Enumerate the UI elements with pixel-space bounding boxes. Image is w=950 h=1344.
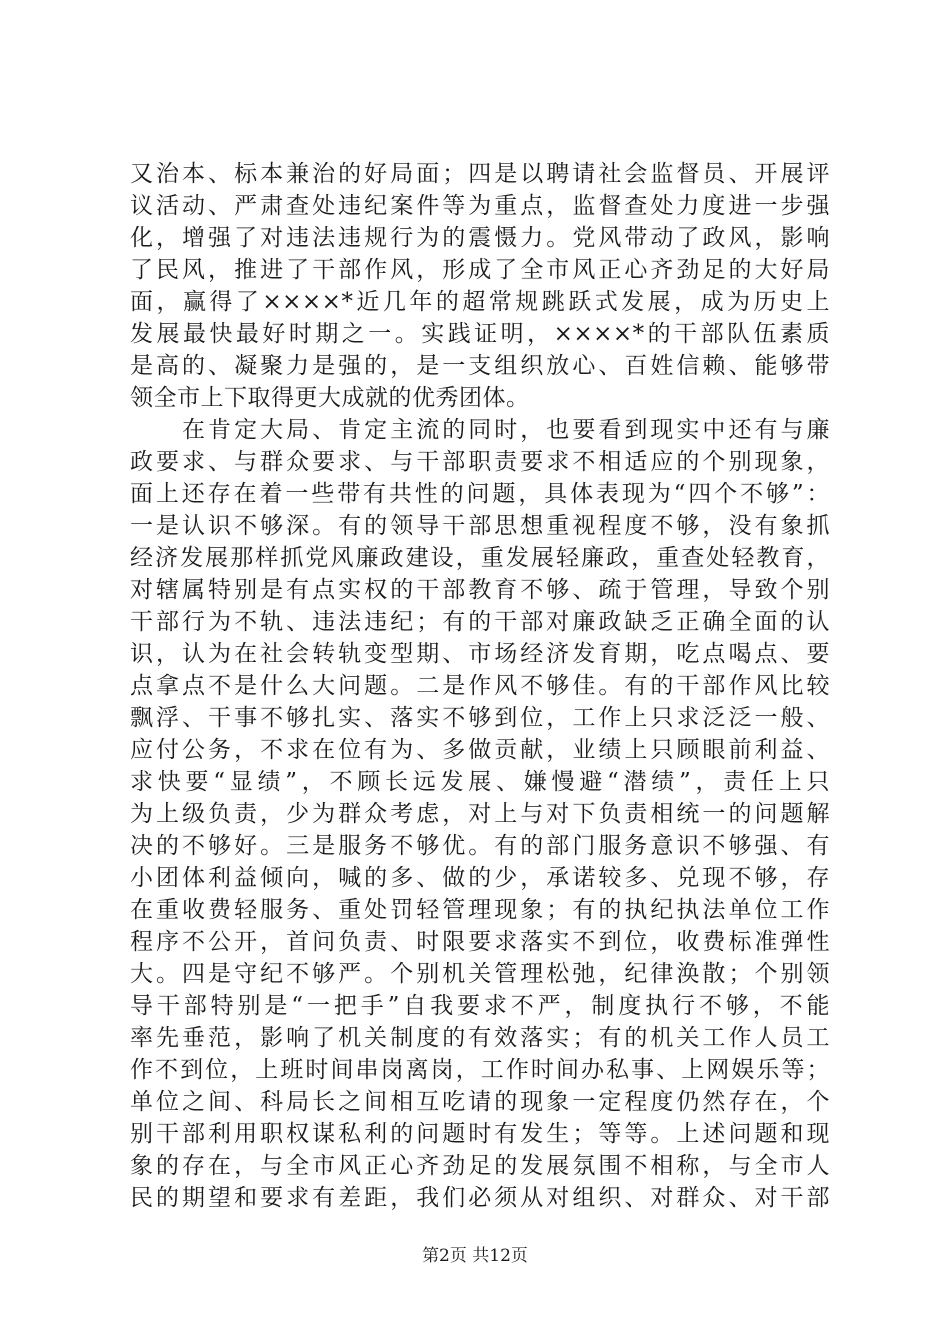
text-line: 应付公务，不求在位有为、多做贡献，业绩上只顾眼前利益、 <box>130 737 830 763</box>
text-line: 为上级负责，少为群众考虑，对上与对下负责相统一的问题解 <box>130 801 830 827</box>
text-line: 飘浮、干事不够扎实、落实不够到位，工作上只求泛泛一般、 <box>130 705 830 731</box>
text-line: 干部行为不轨、违法违纪；有的干部对廉政缺乏正确全面的认 <box>130 609 830 635</box>
text-line: 化，增强了对违法违规行为的震慑力。党风带动了政风，影响 <box>130 225 830 251</box>
text-line: 点拿点不是什么大问题。二是作风不够佳。有的干部作风比较 <box>130 673 830 699</box>
text-line: 发展最快最好时期之一。实践证明，××××*的干部队伍素质 <box>130 321 830 347</box>
text-line: 识，认为在社会转轨变型期、市场经济发育期，吃点喝点、要 <box>130 641 830 667</box>
text-line: 一是认识不够深。有的领导干部思想重视程度不够，没有象抓 <box>130 513 830 539</box>
text-line: 议活动、严肃查处违纪案件等为重点，监督查处力度进一步强 <box>130 193 830 219</box>
page-footer <box>0 1244 950 1268</box>
text-line: 别干部利用职权谋私利的问题时有发生；等等。上述问题和现 <box>130 1121 830 1147</box>
text-line: 了民风，推进了干部作风，形成了全市风正心齐劲足的大好局 <box>130 257 830 283</box>
text-line: 在重收费轻服务、重处罚轻管理现象；有的执纪执法单位工作 <box>130 897 830 923</box>
body-text <box>130 158 830 1214</box>
text-line: 决的不够好。三是服务不够优。有的部门服务意识不够强、有 <box>130 833 830 859</box>
text-line: 面上还存在着一些带有共性的问题，具体表现为“四个不够”： <box>130 481 830 507</box>
text-line: 大。四是守纪不够严。个别机关管理松弛，纪律涣散；个别领 <box>130 961 830 987</box>
text-line: 领全市上下取得更大成就的优秀团体。 <box>130 385 530 411</box>
page-number-label: 第2页 共12页 <box>422 1246 528 1266</box>
text-line: 率先垂范，影响了机关制度的有效落实；有的机关工作人员工 <box>130 1025 830 1051</box>
text-line: 经济发展那样抓党风廉政建设，重发展轻廉政，重查处轻教育， <box>130 545 830 571</box>
text-line: 求快要“显绩”，不顾长远发展、嫌慢避“潜绩”，责任上只 <box>130 769 830 795</box>
text-line: 在肯定大局、肯定主流的同时，也要看到现实中还有与廉 <box>130 417 830 443</box>
text-line: 作不到位，上班时间串岗离岗，工作时间办私事、上网娱乐等； <box>130 1057 830 1083</box>
text-line: 民的期望和要求有差距，我们必须从对组织、对群众、对干部 <box>130 1185 830 1211</box>
text-line: 导干部特别是“一把手”自我要求不严，制度执行不够，不能 <box>130 993 830 1019</box>
text-line: 对辖属特别是有点实权的干部教育不够、疏于管理，导致个别 <box>130 577 830 603</box>
text-line: 是高的、凝聚力是强的，是一支组织放心、百姓信赖、能够带 <box>130 353 830 379</box>
text-line: 小团体利益倾向，喊的多、做的少，承诺较多、兑现不够，存 <box>130 865 830 891</box>
text-line: 象的存在，与全市风正心齐劲足的发展氛围不相称，与全市人 <box>130 1153 830 1179</box>
text-line: 政要求、与群众要求、与干部职责要求不相适应的个别现象， <box>130 449 830 475</box>
text-line: 又治本、标本兼治的好局面；四是以聘请社会监督员、开展评 <box>130 161 830 187</box>
text-line: 单位之间、科局长之间相互吃请的现象一定程度仍然存在，个 <box>130 1089 830 1115</box>
text-line: 程序不公开，首问负责、时限要求落实不到位，收费标准弹性 <box>130 929 830 955</box>
text-line: 面，赢得了××××*近几年的超常规跳跃式发展，成为历史上 <box>130 289 830 315</box>
